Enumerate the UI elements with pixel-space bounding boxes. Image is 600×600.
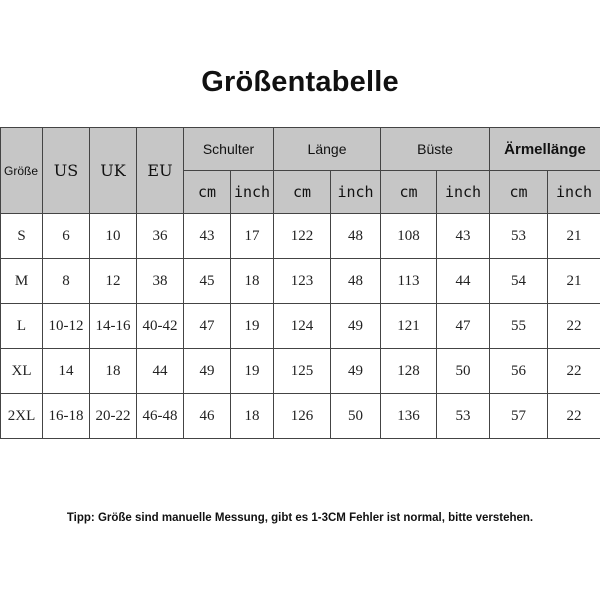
table-cell: 19	[231, 349, 274, 394]
table-row	[1, 214, 600, 259]
table-cell: 47	[437, 304, 490, 349]
table-cell: 40-42	[137, 304, 184, 349]
table-cell: 50	[437, 349, 490, 394]
header-bueste: Büste	[381, 128, 490, 171]
table-cell: 49	[184, 349, 231, 394]
table-cell: 22	[548, 349, 600, 394]
table-cell: 22	[548, 304, 600, 349]
table-cell: 108	[381, 214, 437, 259]
table-cell: 16-18	[43, 394, 90, 439]
table-cell: 46	[184, 394, 231, 439]
table-cell: 6	[43, 214, 90, 259]
table-cell: 21	[548, 214, 600, 259]
header-aermel: Ärmellänge	[490, 128, 600, 171]
table-cell: 18	[231, 394, 274, 439]
table-cell: 36	[137, 214, 184, 259]
table-cell: 20-22	[90, 394, 137, 439]
table-cell: 53	[437, 394, 490, 439]
table-cell: 45	[184, 259, 231, 304]
header-size: Größe	[1, 128, 43, 214]
subheader-cm: cm	[274, 171, 331, 214]
header-eu: EU	[137, 128, 184, 214]
table-cell: 123	[274, 259, 331, 304]
subheader-inch: inch	[548, 171, 600, 214]
table-cell: 12	[90, 259, 137, 304]
table-cell: 55	[490, 304, 548, 349]
table-cell: 8	[43, 259, 90, 304]
table-cell: 121	[381, 304, 437, 349]
table-cell: 48	[331, 259, 381, 304]
table-cell: 38	[137, 259, 184, 304]
page-title: Größentabelle	[201, 66, 399, 98]
subheader-cm: cm	[184, 171, 231, 214]
tip-note: Tipp: Größe sind manuelle Messung, gibt es 1-3CM Fehler ist normal, bitte verstehen.	[66, 512, 534, 524]
table-cell: 122	[274, 214, 331, 259]
table-cell: 126	[274, 394, 331, 439]
header-us: US	[43, 128, 90, 214]
table-cell: 14-16	[90, 304, 137, 349]
subheader-inch: inch	[231, 171, 274, 214]
table-row	[1, 304, 600, 349]
table-cell: 128	[381, 349, 437, 394]
table-cell: 136	[381, 394, 437, 439]
subheader-cm: cm	[490, 171, 548, 214]
table-cell: 22	[548, 394, 600, 439]
table-cell: 10-12	[43, 304, 90, 349]
table-cell: 124	[274, 304, 331, 349]
table-cell: L	[1, 304, 43, 349]
table-cell: 54	[490, 259, 548, 304]
table-cell: 125	[274, 349, 331, 394]
table-cell: 43	[184, 214, 231, 259]
table-cell: 10	[90, 214, 137, 259]
subheader-inch: inch	[331, 171, 381, 214]
table-cell: 49	[331, 304, 381, 349]
table-cell: 46-48	[137, 394, 184, 439]
table-row	[1, 259, 600, 304]
table-cell: 17	[231, 214, 274, 259]
table-cell: 50	[331, 394, 381, 439]
subheader-cm: cm	[381, 171, 437, 214]
table-cell: 21	[548, 259, 600, 304]
table-cell: 2XL	[1, 394, 43, 439]
table-cell: S	[1, 214, 43, 259]
table-cell: 43	[437, 214, 490, 259]
table-cell: 56	[490, 349, 548, 394]
table-cell: XL	[1, 349, 43, 394]
table-cell: 18	[90, 349, 137, 394]
table-cell: 14	[43, 349, 90, 394]
table-cell: 47	[184, 304, 231, 349]
table-cell: 49	[331, 349, 381, 394]
table-cell: 44	[137, 349, 184, 394]
table-cell: 53	[490, 214, 548, 259]
table-cell: 19	[231, 304, 274, 349]
table-cell: M	[1, 259, 43, 304]
size-chart-table	[0, 127, 600, 439]
table-cell: 48	[331, 214, 381, 259]
header-schulter: Schulter	[184, 128, 274, 171]
table-row	[1, 394, 600, 439]
header-uk: UK	[90, 128, 137, 214]
subheader-inch: inch	[437, 171, 490, 214]
header-laenge: Länge	[274, 128, 381, 171]
table-cell: 44	[437, 259, 490, 304]
table-row	[1, 349, 600, 394]
table-cell: 113	[381, 259, 437, 304]
table-cell: 57	[490, 394, 548, 439]
table-cell: 18	[231, 259, 274, 304]
